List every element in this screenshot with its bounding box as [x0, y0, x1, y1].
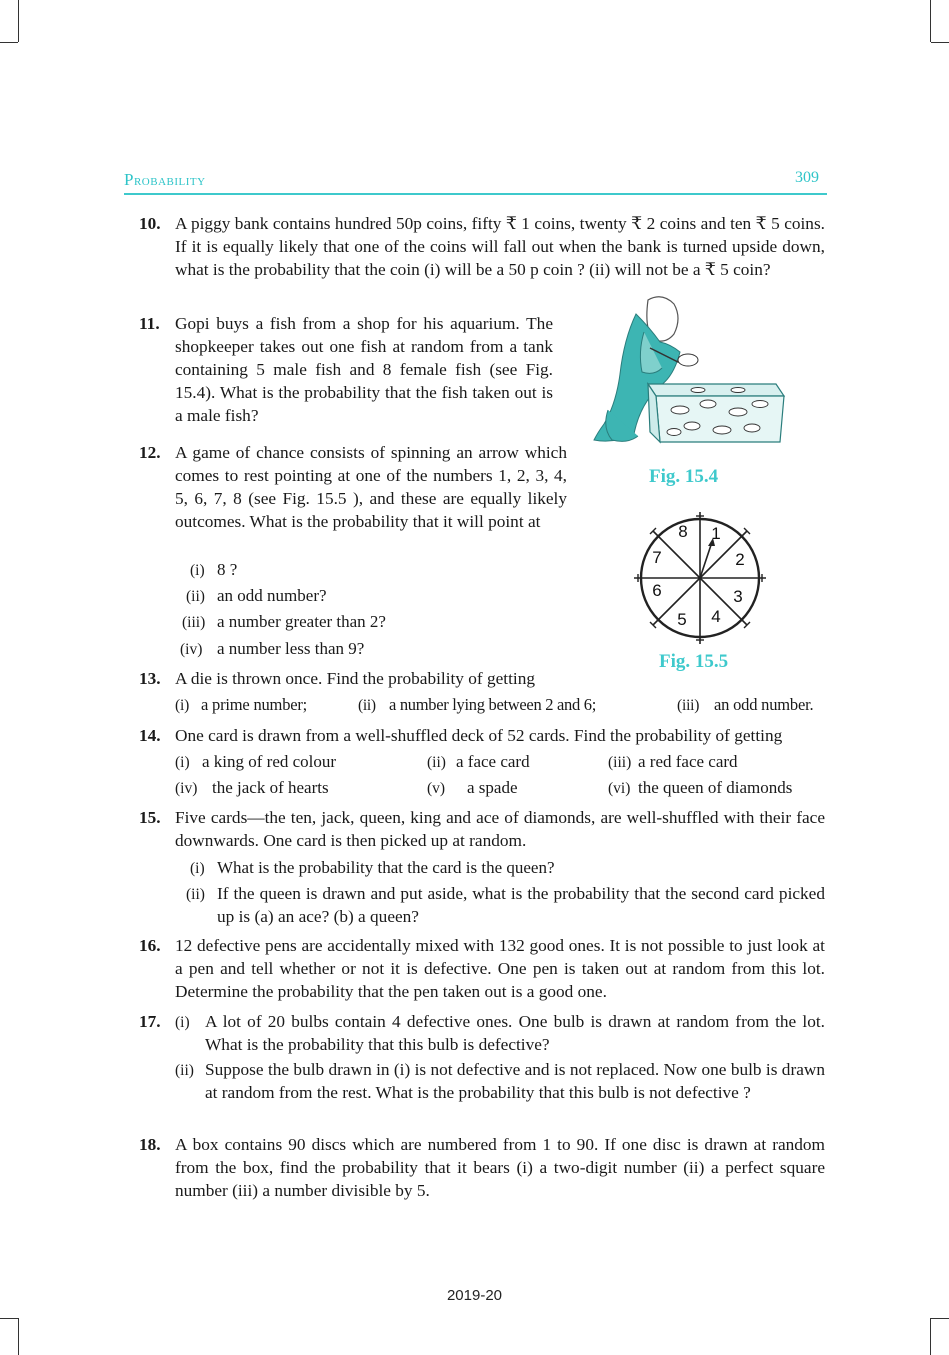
spinner-diagram: [630, 508, 770, 648]
question-14-part: (v) a spade: [427, 778, 518, 797]
question-number: 15.: [139, 808, 161, 827]
header-rule: [124, 193, 827, 195]
question-17-part-label: (i): [175, 1014, 190, 1031]
crop-mark: [930, 0, 931, 42]
question-10-text: A piggy bank contains hundred 50p coins, fifty ₹ 1 coins, twenty ₹ 2 coins and ten ₹ 5 coins. If it is equally likely that one of the coins will fall out when the bank is turned upside down, what is the probability that the coin (i) will be a 50 p coin ? (ii) will not be a ₹ 5 coin?: [175, 214, 825, 279]
crop-mark: [0, 42, 18, 43]
question-number: 11.: [139, 314, 160, 333]
spinner-number: 8: [678, 522, 688, 541]
crop-mark: [18, 1318, 19, 1355]
question-number: 14.: [139, 726, 161, 745]
question-number: 12.: [139, 443, 161, 462]
crop-mark: [931, 1318, 949, 1319]
question-14-part: (iii) a red face card: [608, 752, 738, 771]
question-14-part: (vi) the queen of diamonds: [608, 778, 793, 797]
spinner-number: 5: [677, 610, 687, 629]
question-14-part: (i) a king of red colour: [175, 752, 337, 771]
question-number: 13.: [139, 669, 161, 688]
question-number: 16.: [139, 936, 161, 955]
running-head-title: Probability: [124, 170, 206, 189]
question-17-part-label: (ii): [175, 1062, 194, 1079]
fish-tank-illustration: [588, 292, 788, 457]
question-13-part: (ii) a number lying between 2 and 6;: [358, 695, 596, 714]
question-15-part-text: If the queen is drawn and put aside, what is the probability that the second card picked up is (a) an ace? (b) a queen?: [217, 884, 825, 926]
question-13-part: (i) a prime number;: [175, 695, 308, 714]
question-12-part: (iv) a number less than 9?: [180, 639, 365, 658]
question-13-text: A die is thrown once. Find the probability of getting: [175, 669, 535, 688]
spinner-number: 7: [652, 548, 662, 567]
crop-mark: [18, 0, 19, 42]
spinner-number: 3: [733, 587, 743, 606]
question-17-part-text: A lot of 20 bulbs contain 4 defective ones. One bulb is drawn at random from the lot. What is the probability that this bulb is defective?: [205, 1012, 825, 1054]
question-number: 18.: [139, 1135, 161, 1154]
question-18-text: A box contains 90 discs which are numbered from 1 to 90. If one disc is drawn at random from the box, find the probability that it bears (i) a two-digit number (ii) a perfect square number (iii) a number divisible by 5.: [175, 1135, 825, 1200]
question-12-part: (iii) a number greater than 2?: [182, 612, 386, 631]
crop-mark: [930, 1318, 931, 1355]
question-12-part: (ii) an odd number?: [186, 586, 327, 605]
spinner-number: 1: [711, 524, 721, 543]
question-14-text: One card is drawn from a well-shuffled deck of 52 cards. Find the probability of getting: [175, 726, 783, 745]
question-11-text: Gopi buys a fish from a shop for his aquarium. The shopkeeper takes out one fish at random from a tank containing 5 male fish and 8 female fish (see Fig. 15.4). What is the probability that the fish taken out is a male fish?: [175, 314, 553, 425]
footer-year: 2019-20: [446, 1287, 503, 1304]
question-number: 10.: [139, 214, 161, 233]
question-15-text: Five cards—the ten, jack, queen, king and ace of diamonds, are well-shuffled with their face downwards. One card is then picked up at random.: [175, 808, 825, 850]
question-14-part: (ii) a face card: [427, 752, 530, 771]
spinner-number: 4: [711, 607, 721, 626]
question-17-part-text: Suppose the bulb drawn in (i) is not defective and is not replaced. Now one bulb is drawn at random from the rest. What is the probability that this bulb is not defective ?: [205, 1060, 825, 1102]
page-number: 309: [795, 169, 819, 186]
crop-mark: [0, 1318, 18, 1319]
question-12-text: A game of chance consists of spinning an arrow which comes to rest pointing at one of the numbers 1, 2, 3, 4, 5, 6, 7, 8 (see Fig. 15.5 ), and these are equally likely outcomes. What is the probability that it will point at: [175, 443, 567, 531]
figure-15-5-caption: Fig. 15.5: [659, 651, 729, 672]
spinner-number: 2: [735, 550, 745, 569]
crop-mark: [931, 42, 949, 43]
question-15-part-label: (ii): [186, 886, 205, 903]
figure-15-4-caption: Fig. 15.4: [649, 466, 719, 487]
running-head-rest: robability: [133, 173, 206, 189]
spinner-number: 6: [652, 581, 662, 600]
question-12-part: (i) 8 ?: [190, 560, 238, 579]
question-number: 17.: [139, 1012, 161, 1031]
question-13-part: (iii) an odd number.: [677, 695, 814, 714]
question-14-part: (iv) the jack of hearts: [175, 778, 329, 797]
question-16-text: 12 defective pens are accidentally mixed with 132 good ones. It is not possible to just look at a pen and tell whether or not it is defective. One pen is taken out at random from this lot. Determine the probability that the pen taken out is a good one.: [175, 936, 825, 1001]
question-15-part: (i) What is the probability that the card is the queen?: [190, 858, 555, 877]
